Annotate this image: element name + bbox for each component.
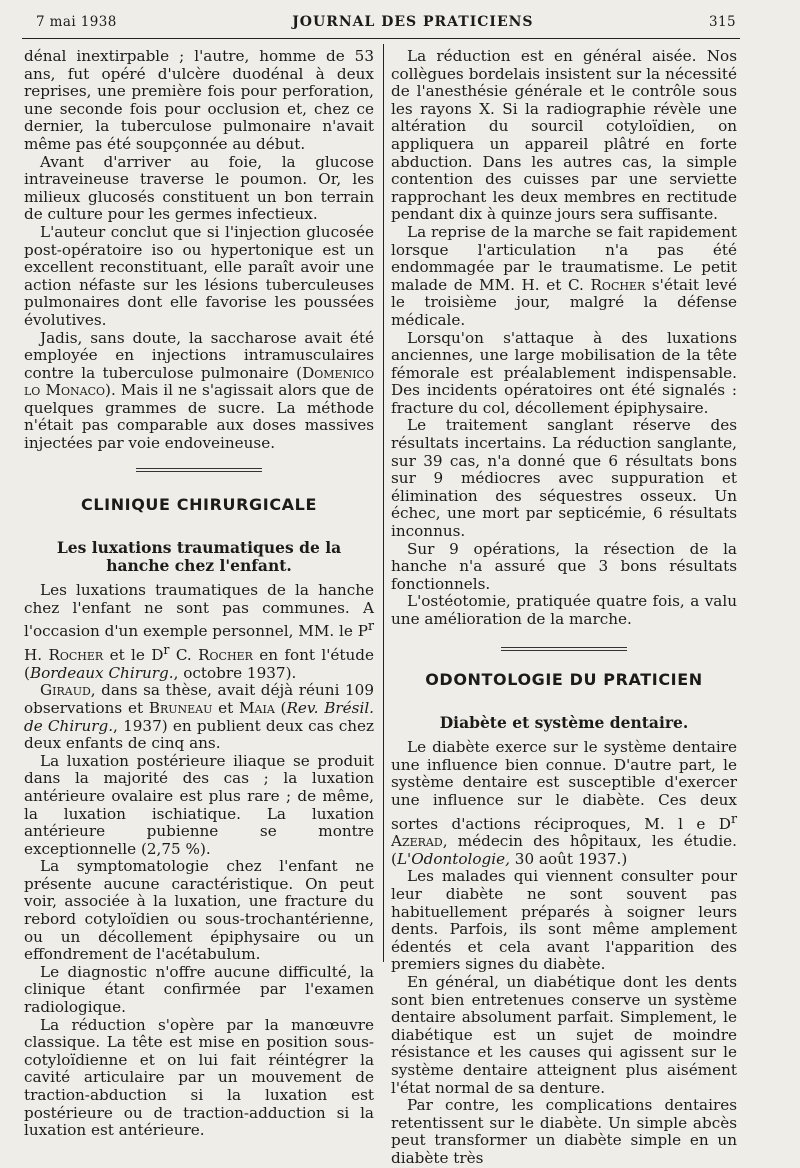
- paragraph: dénal inextirpable ; l'autre, homme de 53 ans, fut opéré d'ulcère duodénal à deux reprises, une première fois pour perforation, une seconde fois pour occlusion et, chez ce dernier, la tuberculose pulmonaire n'avait même pas été soupçonnée au début.: [24, 47, 374, 153]
- author-name: Maia: [239, 698, 275, 717]
- paragraph: Le diagnostic n'offre aucune difficulté, la clinique étant confirmée par l'examen radiologique.: [24, 962, 374, 1017]
- author-name: Domenico lo Monaco: [24, 363, 374, 400]
- right-column: [391, 48, 737, 1168]
- paragraph: La réduction est en général aisée. Nos collègues bordelais insistent sur la nécessité de l'anesthésie générale et le contrôle sous les rayons X. Si la radiographie révèle une altération du sourcil cotyloïdien, on appliquera un appareil plâtré en forte abduction. Dans les autres cas, la simple contention des cuisses par une serviette rapprochant les deux membres en rectitude pendant dix à quinze jours sera suffisante.: [391, 47, 737, 224]
- paragraph: Le diabète exerce sur le système dentaire une influence bien connue. D'autre part, le système dentaire est susceptible d'exercer une influence sur le diabète. Ces deux sortes d'actions réciproques, M. l e $D^r$ Azerad, médecin des hôpitaux, les étudie. (L'Odontologie, 30 août 1937.): [391, 738, 737, 868]
- paragraph: L'auteur conclut que si l'injection glucosée post-opératoire iso ou hypertonique est un excellent reconstituant, elle paraît avoir une action néfaste sur les lésions tuberculeuses pulmonaires dont elle favorise les poussées évolutives.: [24, 222, 374, 329]
- section-divider: [136, 468, 262, 472]
- paragraph: Lorsqu'on s'attaque à des luxations anciennes, une large mobilisation de la tête fémorale est préalablement indispensable. Des incidents opératoires ont été signalés : fracture du col, décollement épiphysaire.: [391, 328, 737, 417]
- paragraph: La reprise de la marche se fait rapidement lorsque l'articulation n'a pas été endommagée par le traumatisme. Le petit malade de MM. H. et C. Rocher s'était levé le troisième jour, malgré la défense médicale.: [391, 222, 737, 329]
- author-name: Bruneau: [148, 698, 213, 717]
- paragraph: Les luxations traumatiques de la hanche chez l'enfant ne sont pas communes. A l'occasion d'un exemple personnel, MM. le $P^r$ H. Rocher et le $D^r$ C. Rocher en font l'étude (Bordeaux Chirurg., octobre 1937).: [24, 581, 374, 682]
- issue-date: 7 mai 1938: [36, 14, 117, 30]
- header-rule: [22, 38, 740, 39]
- article-title: Diabète et système dentaire.: [439, 713, 689, 733]
- citation: Bordeaux Chirurg.: [29, 663, 174, 682]
- left-column: [24, 48, 374, 1140]
- paragraph: La symptomatologie chez l'enfant ne présente aucune caractéristique. On peut voir, associée à la luxation, une fracture du rebord cotyloïdien ou sous-trochantérienne, ou un décollement épiphysaire ou un effondrement de l'acétabulum.: [24, 857, 374, 964]
- section-divider: [501, 647, 627, 651]
- journal-title: JOURNAL DES PRATICIENS: [292, 14, 534, 30]
- paragraph: Le traitement sanglant réserve des résultats incertains. La réduction sanglante, sur 39 cas, n'a donné que 6 résultats bons sur 9 médiocres avec suppuration et élimination des séquestres osseux. Un échec, une mort par septicémie, 6 résultats inconnus.: [391, 416, 737, 541]
- paragraph: Avant d'arriver au foie, la glucose intraveineuse traverse le poumon. Or, les milieux glucosés constituent un bon terrain de culture pour les germes infectieux.: [24, 152, 374, 224]
- page-number: 315: [709, 14, 736, 30]
- author-name: Rocher: [590, 275, 646, 294]
- author-name: Rocher: [48, 646, 104, 665]
- section-heading-odontologie: ODONTOLOGIE DU PRATICIEN: [425, 669, 703, 689]
- section-heading-clinique: CLINIQUE CHIRURGICALE: [81, 494, 317, 514]
- author-name: Giraud: [40, 681, 91, 700]
- author-name: Rocher: [198, 646, 253, 665]
- paragraph: Sur 9 opérations, la résection de la hanche n'a assuré que 3 bons résultats fonctionnels.: [391, 539, 737, 593]
- author-name: Azerad: [391, 832, 443, 851]
- paragraph: Par contre, les complications dentaires retentissent sur le diabète. Un simple abcès peut transformer un diabète simple en un diabète très: [391, 1096, 737, 1167]
- paragraph: L'ostéotomie, pratiquée quatre fois, a valu une amélioration de la marche.: [391, 592, 737, 628]
- page-header: [36, 14, 736, 36]
- paragraph: En général, un diabétique dont les dents sont bien entretenues conserve un système dentaire absolument parfait. Simplement, le diabétique est un sujet de moindre résistance et les causes qui agissent sur le système dentaire atteignent plus aisément l'état normal de sa denture.: [391, 972, 737, 1097]
- column-rule: [383, 44, 384, 962]
- article-title: Les luxations traumatiques de la hanche chez l'enfant.: [56, 538, 342, 576]
- paragraph: Les malades qui viennent consulter pour leur diabète ne sont souvent pas habituellement préparés à soigner leurs dents. Parfois, ils sont même amplement édentés et cela avant l'apparition des premiers signes du diabète.: [391, 867, 737, 974]
- paragraph: Jadis, sans doute, la saccharose avait été employée en injections intramusculaires contre la tuberculose pulmonaire (Domenico lo Monaco). Mais il ne s'agissait alors que de quelques grammes de sucre. La méthode n'était pas comparable aux doses massives injectées par voie endoveineuse.: [24, 328, 374, 453]
- paragraph: La réduction s'opère par la manœuvre classique. La tête est mise en position sous-cotyloïdienne et on lui fait réintégrer la cavité articulaire par un mouvement de traction-abduction si la luxation est postérieure ou de traction-adduction si la luxation est antérieure.: [24, 1015, 374, 1140]
- citation: L'Odontologie,: [396, 849, 510, 868]
- paragraph: Giraud, dans sa thèse, avait déjà réuni 109 observations et Bruneau et Maia (Rev. Brésil. de Chirurg., 1937) en publient deux cas chez deux enfants de cinq ans.: [24, 681, 375, 753]
- paragraph: La luxation postérieure iliaque se produit dans la majorité des cas ; la luxation antérieure ovalaire est plus rare ; de même, la luxation ischiatique. La luxation antérieure pubienne se montre exceptionnelle (2,75 %).: [24, 751, 374, 858]
- citation: Rev. Brésil. de Chirurg.: [24, 698, 375, 735]
